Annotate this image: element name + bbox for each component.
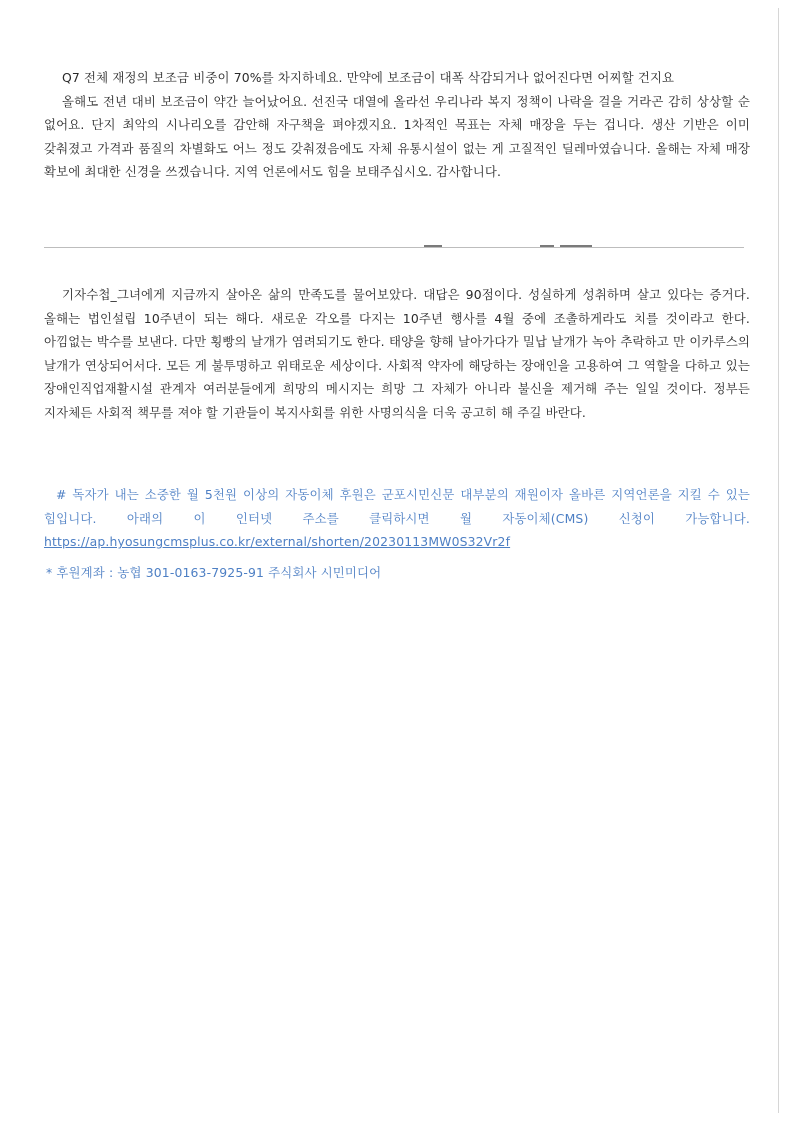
support-text: # 독자가 내는 소중한 월 5천원 이상의 자동이체 후원은 군포시민신문 대부분의 재원이자 올바른 지역언론을 지킬 수 있는 힘입니다. 아래의 이 인터넷 주소를 클릭하시면 월 자동이체(CMS) 신청이 가능합니다.: [44, 487, 750, 526]
interview-question: Q7 전체 재정의 보조금 비중이 70%를 차지하네요. 만약에 보조금이 대폭 삭감되거나 없어진다면 어찌할 건지요: [62, 70, 675, 85]
support-account: * 후원계좌 : 농협 301-0163-7925-91 주식회사 시민미디어: [46, 565, 382, 580]
divider-mark: [424, 245, 442, 247]
cms-signup-link[interactable]: https://ap.hyosungcmsplus.co.kr/external/shorten/20230113MW0S32Vr2f: [44, 534, 511, 550]
divider-mark: [540, 245, 554, 247]
reporter-note-section: [44, 283, 750, 425]
page-edge-line: [778, 8, 779, 1113]
support-paragraph: [44, 483, 750, 554]
section-divider: [44, 247, 744, 248]
reporter-note: 기자수첩_그녀에게 지금까지 살아온 삶의 만족도를 물어보았다. 대답은 90점이다. 성실하게 성취하며 살고 있다는 증거다. 올해는 법인설립 10주년이 되는 해다. 새로운 각오를 다지는 10주년 행사를 4월 중에 조촐하게라도 치를 것이라고 한다. 아낌없는 박수를 보낸다. 다만 횡빵의 날개가 염려되기도 한다. 태양을 향해 날아가다가 밀납 날개가 녹아 추락하고 만 이카루스의 날개가 연상되어서다. 모든 게 불투명하고 위태로운 세상이다. 사회적 약자에 해당하는 장애인을 고용하여 그 역할을 다하고 있는 장애인직업재활시설 관계자 여러분들에게 희망의 메시지는 희망 그 자체가 아니라 불신을 제거해 주는 일일 것이다. 정부든 지자체든 사회적 책무를 져야 할 기관들이 복지사회를 위한 사명의식을 더욱 공고히 해 주길 바란다.: [44, 287, 750, 420]
divider-mark: [560, 245, 592, 247]
interview-answer: 올해도 전년 대비 보조금이 약간 늘어났어요. 선진국 대열에 올라선 우리나라 복지 정책이 나락을 걸을 거라곤 감히 상상할 순 없어요. 단지 최악의 시나리오를 감안해 자구책을 펴야겠지요. 1차적인 목표는 자체 매장을 두는 겁니다. 생산 기반은 이미 갖춰졌고 가격과 품질의 차별화도 어느 정도 갖춰졌음에도 자체 유통시설이 없는 게 고질적인 딜레마였습니다. 올해는 자체 매장 확보에 최대한 신경을 쓰겠습니다. 지역 언론에서도 힘을 보태주십시오. 감사합니다.: [44, 93, 750, 180]
support-notice: [44, 483, 750, 554]
interview-section: [44, 66, 750, 184]
